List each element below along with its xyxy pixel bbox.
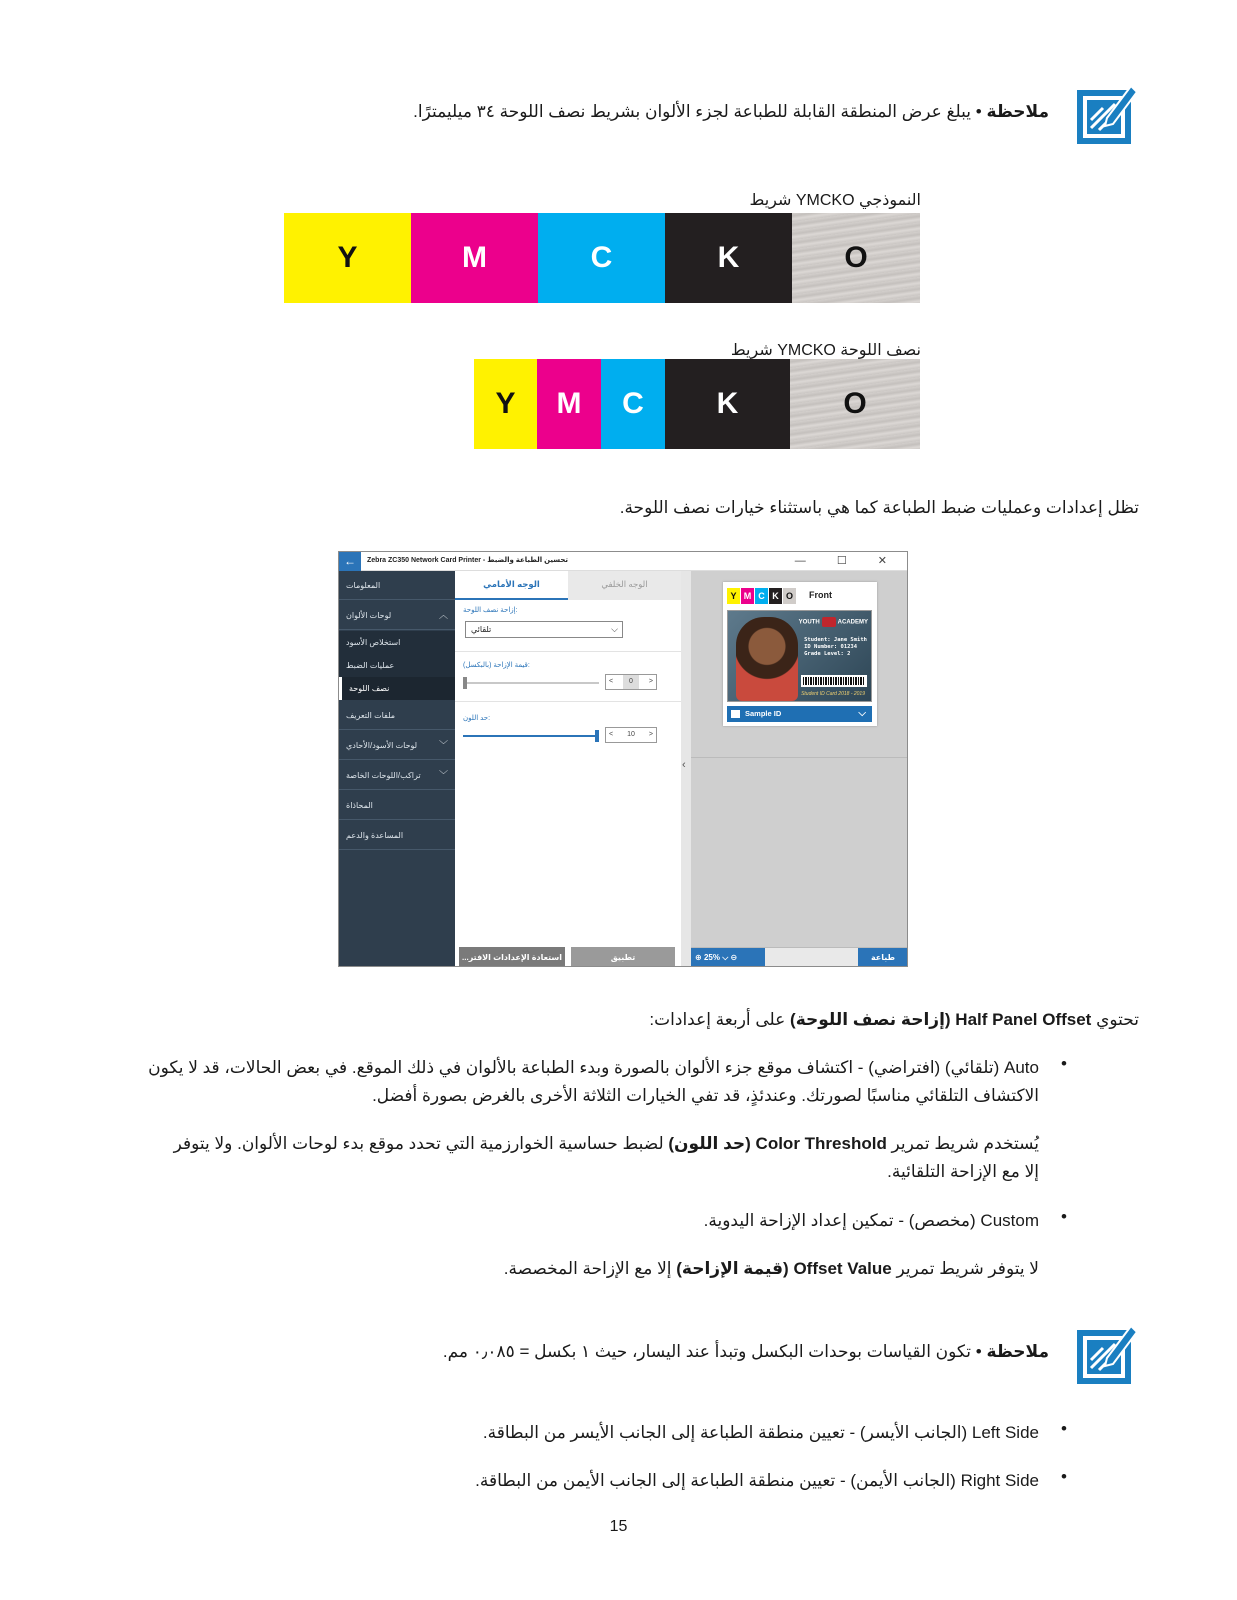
bullet-icon: • <box>1061 1419 1067 1438</box>
note-callout-1 <box>99 80 1139 150</box>
offset-value-label: قيمة الإزاحة (بالبكسل): <box>463 662 530 669</box>
increment-icon[interactable]: > <box>648 678 653 685</box>
zoom-control[interactable] <box>691 948 765 967</box>
window-controls[interactable]: — ☐ ✕ <box>794 555 901 567</box>
offset-value-slider[interactable] <box>463 682 599 684</box>
offset-slider-thumb[interactable] <box>463 677 467 689</box>
color-threshold-stepper[interactable] <box>605 727 657 743</box>
mini-panel-k: K <box>769 588 782 604</box>
preview-side-label: Front <box>809 590 832 600</box>
left-side-option-item: Left Side (الجانب الأيسر) - تعيين منطقة الطباعة إلى الجانب الأيسر من البطاقة. <box>482 1423 1039 1442</box>
student-photo <box>736 617 798 701</box>
sidebar-subitem-black-extraction[interactable]: استخلاص الأسود <box>339 631 455 654</box>
back-arrow-icon[interactable]: ← <box>339 552 361 571</box>
note-pencil-icon <box>1073 80 1139 150</box>
apply-button[interactable]: تطبيق <box>571 947 675 967</box>
note-pencil-icon <box>1073 1320 1139 1390</box>
offset-value-field[interactable]: 0 <box>623 675 639 689</box>
preview-ribbon-indicator <box>727 588 797 604</box>
half-offset-select[interactable] <box>465 621 623 638</box>
ribbon-panel-k: K <box>665 213 792 303</box>
folder-icon <box>731 710 740 718</box>
divider <box>455 651 681 652</box>
mini-panel-c: C <box>755 588 768 604</box>
decrement-icon[interactable]: < <box>609 731 614 738</box>
half-ribbon-panel-m: M <box>537 359 601 449</box>
half-ribbon-panel-c: C <box>601 359 665 449</box>
half-ribbon-panel-k: K <box>665 359 790 449</box>
note-text: • يبلغ عرض المنطقة القابلة للطباعة لجزء الألوان بشريط نصف اللوحة ٣٤ ميليمترًا. <box>413 102 987 121</box>
mini-panel-m: M <box>741 588 754 604</box>
sidebar-item-special-panels[interactable] <box>339 761 455 790</box>
student-details: Student: Jane Smith ID Number: 01234 Grade Level: 2 <box>804 637 867 657</box>
threshold-value-field[interactable]: 10 <box>627 731 635 738</box>
chevron-down-icon: ⌵ <box>611 624 618 634</box>
card-footer-text: Student ID Card 2018 - 2019 <box>801 691 865 697</box>
window-title: Zebra ZC350 Network Card Printer - تحسين الطباعة والضبط <box>367 557 569 564</box>
bullet-icon: • <box>1061 1467 1067 1486</box>
offset-value-stepper[interactable] <box>605 674 657 690</box>
mini-panel-o: O <box>783 588 796 604</box>
note-text: • تكون القياسات بوحدات البكسل وتبدأ عند اليسار، حيث ١ بكسل = ٠٫٠٨٥ مم. <box>442 1342 987 1361</box>
chevron-down-icon: ﹀ <box>438 770 448 780</box>
crest-icon <box>822 617 836 627</box>
half-ribbon-caption: نصف اللوحة YMCKO شريط <box>730 342 921 359</box>
bullet-icon: • <box>1061 1054 1067 1073</box>
custom-option-item: Custom (مخصص) - تمكين إعداد الإزاحة اليدوية. <box>703 1211 1039 1230</box>
sidebar-subitem-half-panel[interactable]: نصف اللوحة <box>339 677 455 700</box>
ribbon-panel-c: C <box>538 213 665 303</box>
half-panel-heading: تحتوي Half Panel Offset (إزاحة نصف اللوحة) على أربعة إعدادات: <box>649 1010 1139 1029</box>
sample-id-select[interactable]: Sample ID ⌵ <box>727 706 872 722</box>
preview-toolbar <box>691 947 908 967</box>
ribbon-panel-o: O <box>792 213 920 303</box>
divider <box>455 701 681 702</box>
sidebar-item-help[interactable]: المساعدة والدعم <box>339 821 455 850</box>
decrement-icon[interactable]: < <box>609 678 614 685</box>
bullet-icon: • <box>1061 1207 1067 1226</box>
ribbon-panel-m: M <box>411 213 538 303</box>
right-side-option-item: Right Side (الجانب الأيمن) - تعيين منطقة الطباعة إلى الجانب الأيمن من البطاقة. <box>475 1471 1039 1490</box>
threshold-slider-thumb[interactable] <box>595 730 599 742</box>
print-button[interactable]: طباعة <box>858 948 908 967</box>
auto-option-item: Auto (تلقائي) (افتراضي) - اكتشاف موقع جزء الألوان بالصورة وبدء الطباعة بالألوان في ذلك الموقع. في بعض الحالات، قد لا يكون الاكتشاف التلقائي مناسبًا لصورتك. وعندئذٍ، قد تفي الخيارات الثلاثة الأخرى بالغرض بصورة أفضل. <box>148 1058 1039 1105</box>
chevron-left-icon: ‹ <box>682 759 686 771</box>
color-threshold-label: حد اللون: <box>463 715 491 722</box>
settings-panel <box>455 571 681 967</box>
chevron-up-icon: ︿ <box>438 610 448 620</box>
standard-ribbon-diagram <box>284 213 920 303</box>
note-label: ملاحظة <box>986 1342 1049 1361</box>
collapse-panel-handle[interactable] <box>681 571 691 967</box>
sidebar-item-alignment[interactable]: المحاذاة <box>339 791 455 820</box>
printer-tuning-window <box>338 551 908 967</box>
intro-paragraph: تظل إعدادات وعمليات ضبط الطباعة كما هي باستثناء خيارات نصف اللوحة. <box>619 498 1139 517</box>
tab-back-side[interactable]: الوجه الخلفي <box>568 571 681 600</box>
sidebar-subitem-adjustments[interactable]: عمليات الضبط <box>339 654 455 677</box>
standard-ribbon-caption: النموذجي YMCKO شريط <box>749 192 921 209</box>
sidebar-item-label: تراكب/اللوحات الخاصة <box>346 771 421 780</box>
sidebar-item-color-panels[interactable] <box>339 601 455 630</box>
increment-icon[interactable]: > <box>648 731 653 738</box>
sidebar-item-label: لوحات الألوان <box>346 611 392 620</box>
barcode <box>801 675 867 687</box>
ribbon-panel-y: Y <box>284 213 411 303</box>
sidebar-item-profiles[interactable]: ملفات التعريف <box>339 701 455 730</box>
chevron-down-icon[interactable]: ⌵ <box>722 953 729 962</box>
card-preview-area <box>691 571 908 947</box>
sidebar-item-info[interactable]: المعلومات <box>339 571 455 600</box>
half-ribbon-panel-y: Y <box>474 359 537 449</box>
academy-logo: YOUTH ACADEMY <box>799 617 868 627</box>
color-threshold-slider[interactable] <box>463 735 599 737</box>
sample-id-card <box>727 610 872 702</box>
note-label: ملاحظة <box>986 102 1049 121</box>
chevron-down-icon: ﹀ <box>438 740 448 750</box>
zoom-level: 25% <box>703 953 720 962</box>
restore-defaults-button[interactable]: ...استعادة الإعدادات الافتر <box>459 947 565 967</box>
tab-front-side[interactable]: الوجه الأمامي <box>455 571 568 600</box>
nav-sidebar <box>339 571 455 967</box>
sidebar-item-label: لوحات الأسود/الأحادي <box>346 741 418 750</box>
half-panel-offset-term: Half Panel Offset (إزاحة نصف اللوحة) <box>790 1010 1092 1029</box>
zoom-in-icon[interactable]: ⊕ <box>695 953 702 962</box>
note-callout-2 <box>99 1320 1139 1390</box>
chevron-down-icon: ⌵ <box>858 708 866 719</box>
threshold-slider-fill <box>463 735 597 737</box>
half-ribbon-panel-o: O <box>790 359 920 449</box>
mini-panel-y: Y <box>727 588 740 604</box>
card-preview <box>723 582 877 726</box>
half-offset-label: إزاحة نصف اللوحة: <box>463 607 518 614</box>
zoom-out-icon[interactable]: ⊖ <box>730 953 738 962</box>
window-title-bar <box>339 552 908 571</box>
half-offset-selected-value: تلقائي <box>471 625 492 634</box>
sidebar-item-mono-panels[interactable] <box>339 731 455 760</box>
divider <box>691 757 908 758</box>
color-threshold-note: يُستخدم شريط تمرير Color Threshold (حد اللون) لضبط حساسية الخوارزمية التي تحدد موقع بدء لوحات الألوان. ولا يتوفر إلا مع الإزاحة التلقائية. <box>173 1134 1039 1181</box>
half-panel-ribbon-diagram <box>474 359 920 449</box>
offset-value-note: لا يتوفر شريط تمرير Offset Value (قيمة الإزاحة) إلا مع الإزاحة المخصصة. <box>503 1259 1039 1278</box>
page-number: 15 <box>609 1518 628 1535</box>
